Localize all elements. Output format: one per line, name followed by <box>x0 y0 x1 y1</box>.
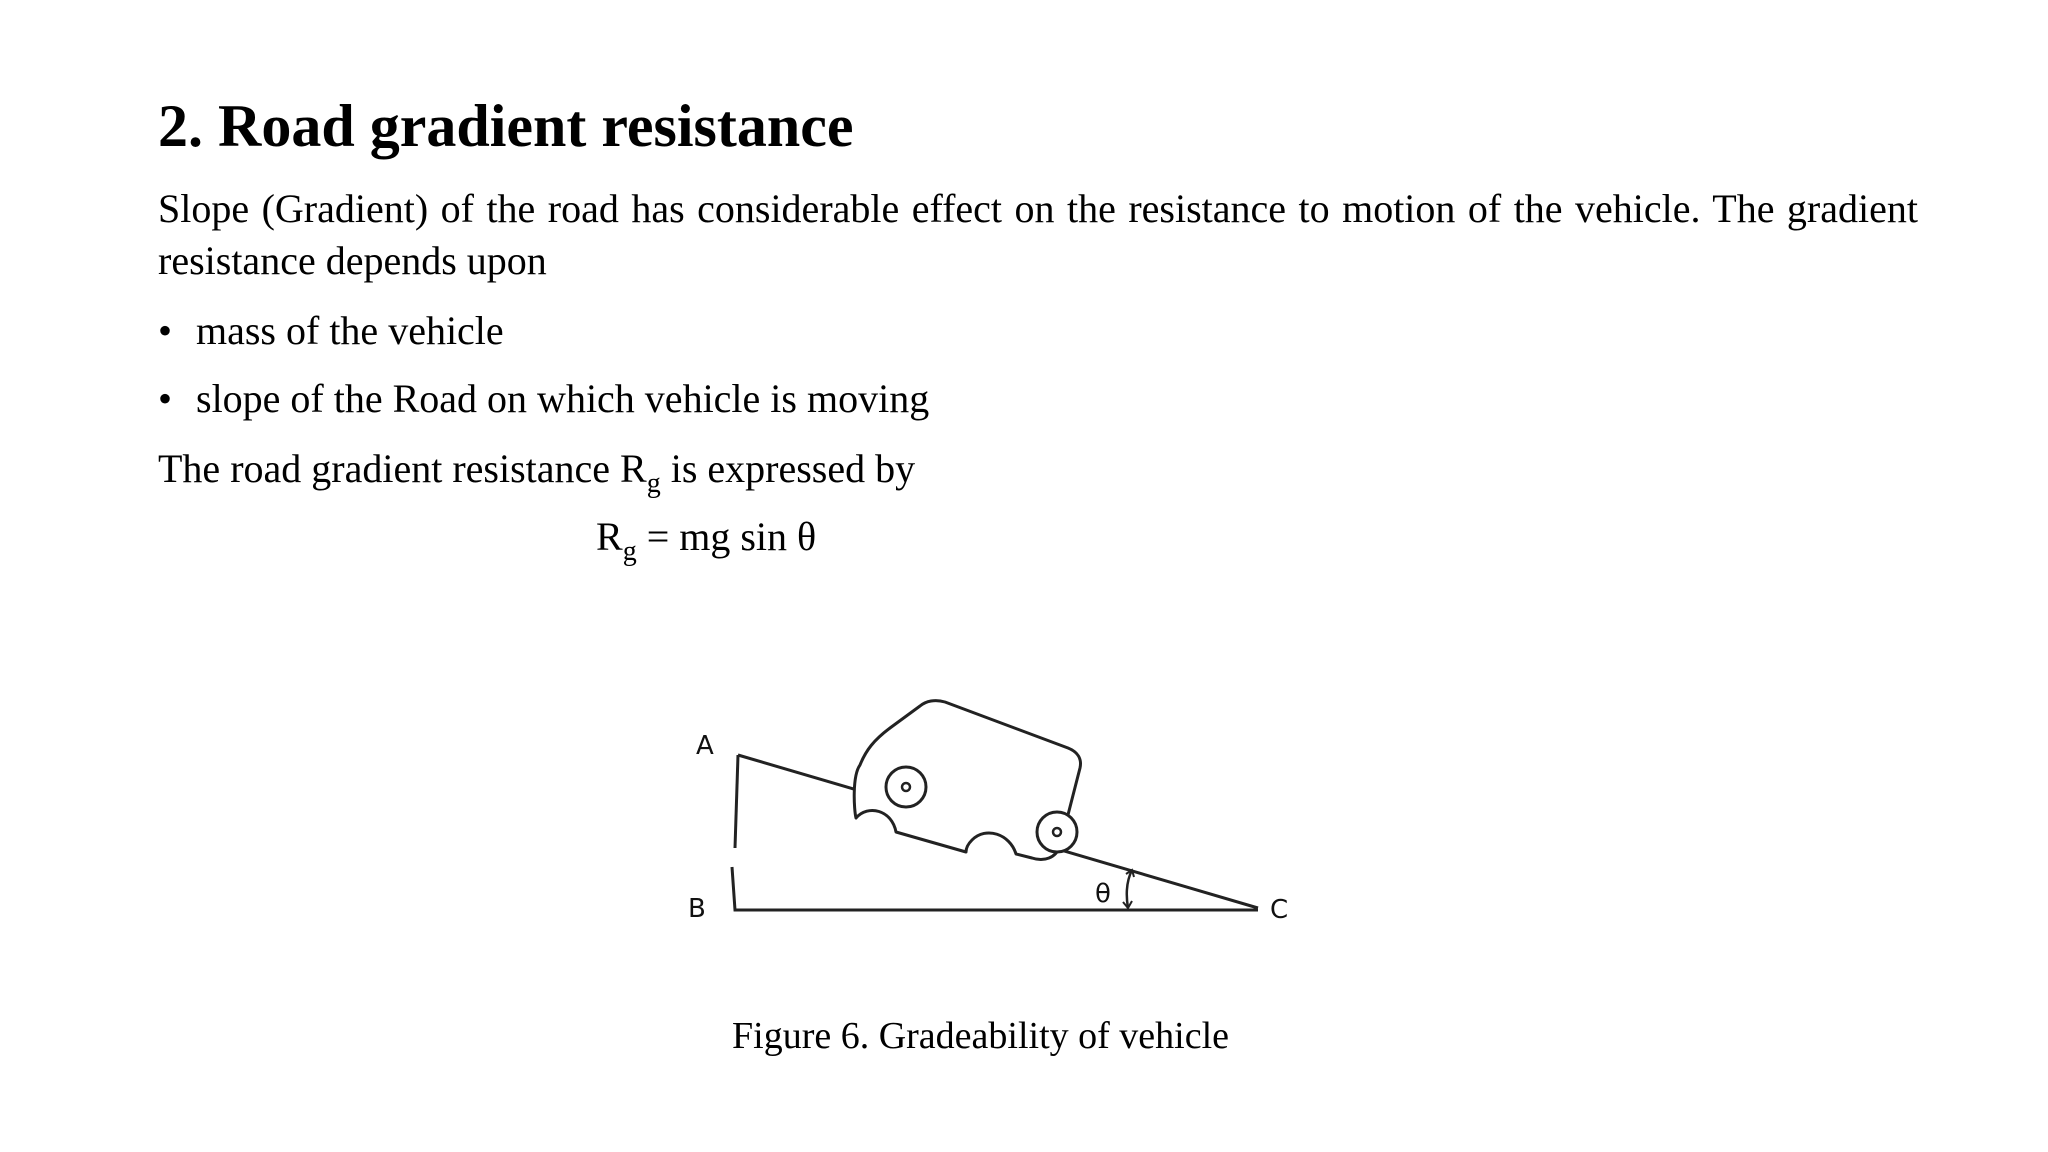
rear-wheel-hub <box>902 783 910 791</box>
intro-paragraph: Slope (Gradient) of the road has considerable effect on the resistance to motion of the vehicle. The gradient resistance depends upon <box>158 186 1918 283</box>
bullet-dot-icon: • <box>158 308 173 353</box>
incline-base-line <box>732 867 1258 910</box>
incline-vertical-line <box>735 755 738 848</box>
figure-caption: Figure 6. Gradeability of vehicle <box>732 1015 1230 1057</box>
gradeability-figure <box>660 670 1320 950</box>
formula-rhs: = mg sin θ <box>636 514 817 559</box>
gradient-formula <box>596 511 817 567</box>
formula-subscript: g <box>622 536 637 567</box>
label-c: C <box>1270 895 1289 925</box>
expression-line <box>158 443 916 499</box>
bullet-text: slope of the Road on which vehicle is moving <box>196 376 930 421</box>
label-b: B <box>688 894 706 924</box>
label-theta: θ <box>1095 879 1111 909</box>
label-a: A <box>696 731 714 761</box>
expression-text: The road gradient resistance R <box>158 446 647 491</box>
list-item <box>158 373 929 425</box>
front-wheel-hub <box>1053 828 1061 836</box>
expression-subscript: g <box>646 468 661 499</box>
bullet-list <box>158 305 929 441</box>
incline-diagram <box>660 670 1320 950</box>
expression-text-end: is expressed by <box>660 446 916 491</box>
formula-symbol: R <box>596 514 623 559</box>
list-item <box>158 305 929 357</box>
slide-title: 2. Road gradient resistance <box>158 93 854 159</box>
bullet-dot-icon: • <box>158 376 173 421</box>
bullet-text: mass of the vehicle <box>196 308 504 353</box>
